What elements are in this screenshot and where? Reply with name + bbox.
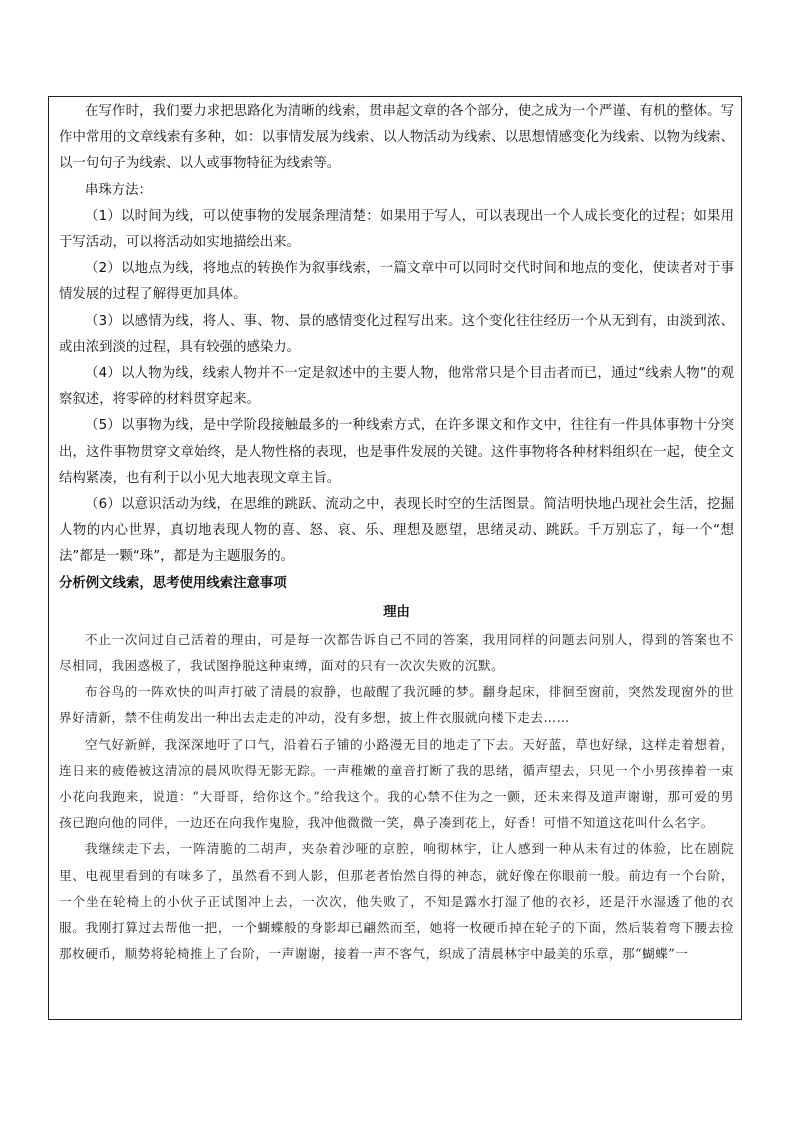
method-heading: 串珠方法： [85, 182, 152, 198]
essay-paragraph-2: 布谷鸟的一阵欢快的叫声打破了清晨的寂静，也敲醒了我沉睡的梦。翻身起床，徘徊至窗前，突然发现窗外的世界好清新，禁不住萌发出一种出去走走的冲动，没有多想，披上件衣服就向楼下走去…… [59, 684, 734, 726]
essay-paragraph-1: 不止一次问过自己活着的理由，可是每一次都告诉自己不同的答案，我用同样的问题去问别人，得到的答案也不尽相同，我困惑极了，我试图挣脱这种束缚，面对的只有一次次失败的沉默。 [59, 631, 734, 674]
method-item-4: （4）以人物为线，线索人物并不一定是叙述中的主要人物，他常常只是个目击者而已，通过“线索人物”的观察叙述，将零碎的材料贯穿起来。 [59, 366, 734, 408]
document-frame [48, 96, 742, 1020]
essay-paragraph-4: 我继续走下去，一阵清脆的二胡声，夹杂着沙哑的京腔，响彻林宇，让人感到一种从未有过的体验，比在剧院里、电视里看到的有味多了，虽然看不到人影，但那老者怡然自得的神态，就好像在你眼前一般。前边有一个台阶，一个坐在轮椅上的小伙子正试图冲上去，一次次，他失败了，不知是露水打湿了他的衣衫，还是汗水湿透了他的衣服。我刚打算过去帮他一把，一个蝴蝶般的身影却已翩然而至，她将一枚硬币掉在轮子的下面，然后装着弯下腰去捡那枚硬币，顺势将轮椅推上了台阶，一声谢谢，接着一声不客气，织成了清晨林宇中最美的乐章，那“蝴蝶”一 [59, 841, 734, 962]
method-item-2: （2）以地点为线，将地点的转换作为叙事线索，一篇文章中可以同时交代时间和地点的变化，使读者对于事情发展的过程了解得更加具体。 [59, 261, 734, 303]
essay-title: 理由 [383, 604, 410, 620]
method-item-5: （5）以事物为线，是中学阶段接触最多的一种线索方式，在许多课文和作文中，往往有一件具体事物十分突出，这件事物贯穿文章始终，是人物性格的表现，也是事件发展的关键。这件事物将各种材料组织在一起，使全文结构紧凑，也有利于以小见大地表现文章主旨。 [59, 418, 734, 486]
essay-paragraph-3: 空气好新鲜，我深深地吁了口气，沿着石子铺的小路漫无目的地走了下去。天好蓝，草也好绿，这样走着想着，连日来的疲倦被这清凉的晨风吹得无影无踪。一声稚嫩的童音打断了我的思绪，循声望去，只见一个小男孩捧着一束小花向我跑来，说道：“大哥哥，给你这个。”给我这个。我的心禁不住为之一颤，还未来得及道声谢谢，那可爱的男孩已跑向他的同伴，一边还在向我作鬼脸，我冲他微微一笑，鼻子凑到花上，好香！可惜不知道这花叫什么名字。 [59, 736, 734, 831]
method-item-6: （6）以意识活动为线，在思维的跳跃、流动之中，表现长时空的生活图景。简洁明快地凸现社会生活，挖掘人物的内心世界，真切地表现人物的喜、怒、哀、乐、理想及愿望，思绪灵动、跳跃。千万别忘了，每一个“想法”都是一颗“珠”，都是为主题服务的。 [59, 497, 734, 565]
analysis-heading: 分析例文线索，思考使用线索注意事项 [59, 575, 287, 591]
method-item-3: （3）以感情为线，将人、事、物、景的感情变化过程写出来。这个变化往往经历一个从无到有，由淡到浓、或由浓到淡的过程，具有较强的感染力。 [59, 313, 734, 355]
essay-body [59, 627, 734, 968]
intro-paragraph: 在写作时，我们要力求把思路化为清晰的线索，贯串起文章的各个部分，使之成为一个严谨、有机的整体。写作中常用的文章线索有多种，如：以事情发展为线索、以人物活动为线索、以思想情感变化为线索、以物为线索、以一句句子为线索、以人或事物特征为线索等。 [59, 104, 734, 172]
document-content [49, 97, 741, 968]
method-item-1: （1）以时间为线，可以使事物的发展条理清楚：如果用于写人，可以表现出一个人成长变化的过程；如果用于写活动，可以将活动如实地描绘出来。 [59, 208, 734, 251]
